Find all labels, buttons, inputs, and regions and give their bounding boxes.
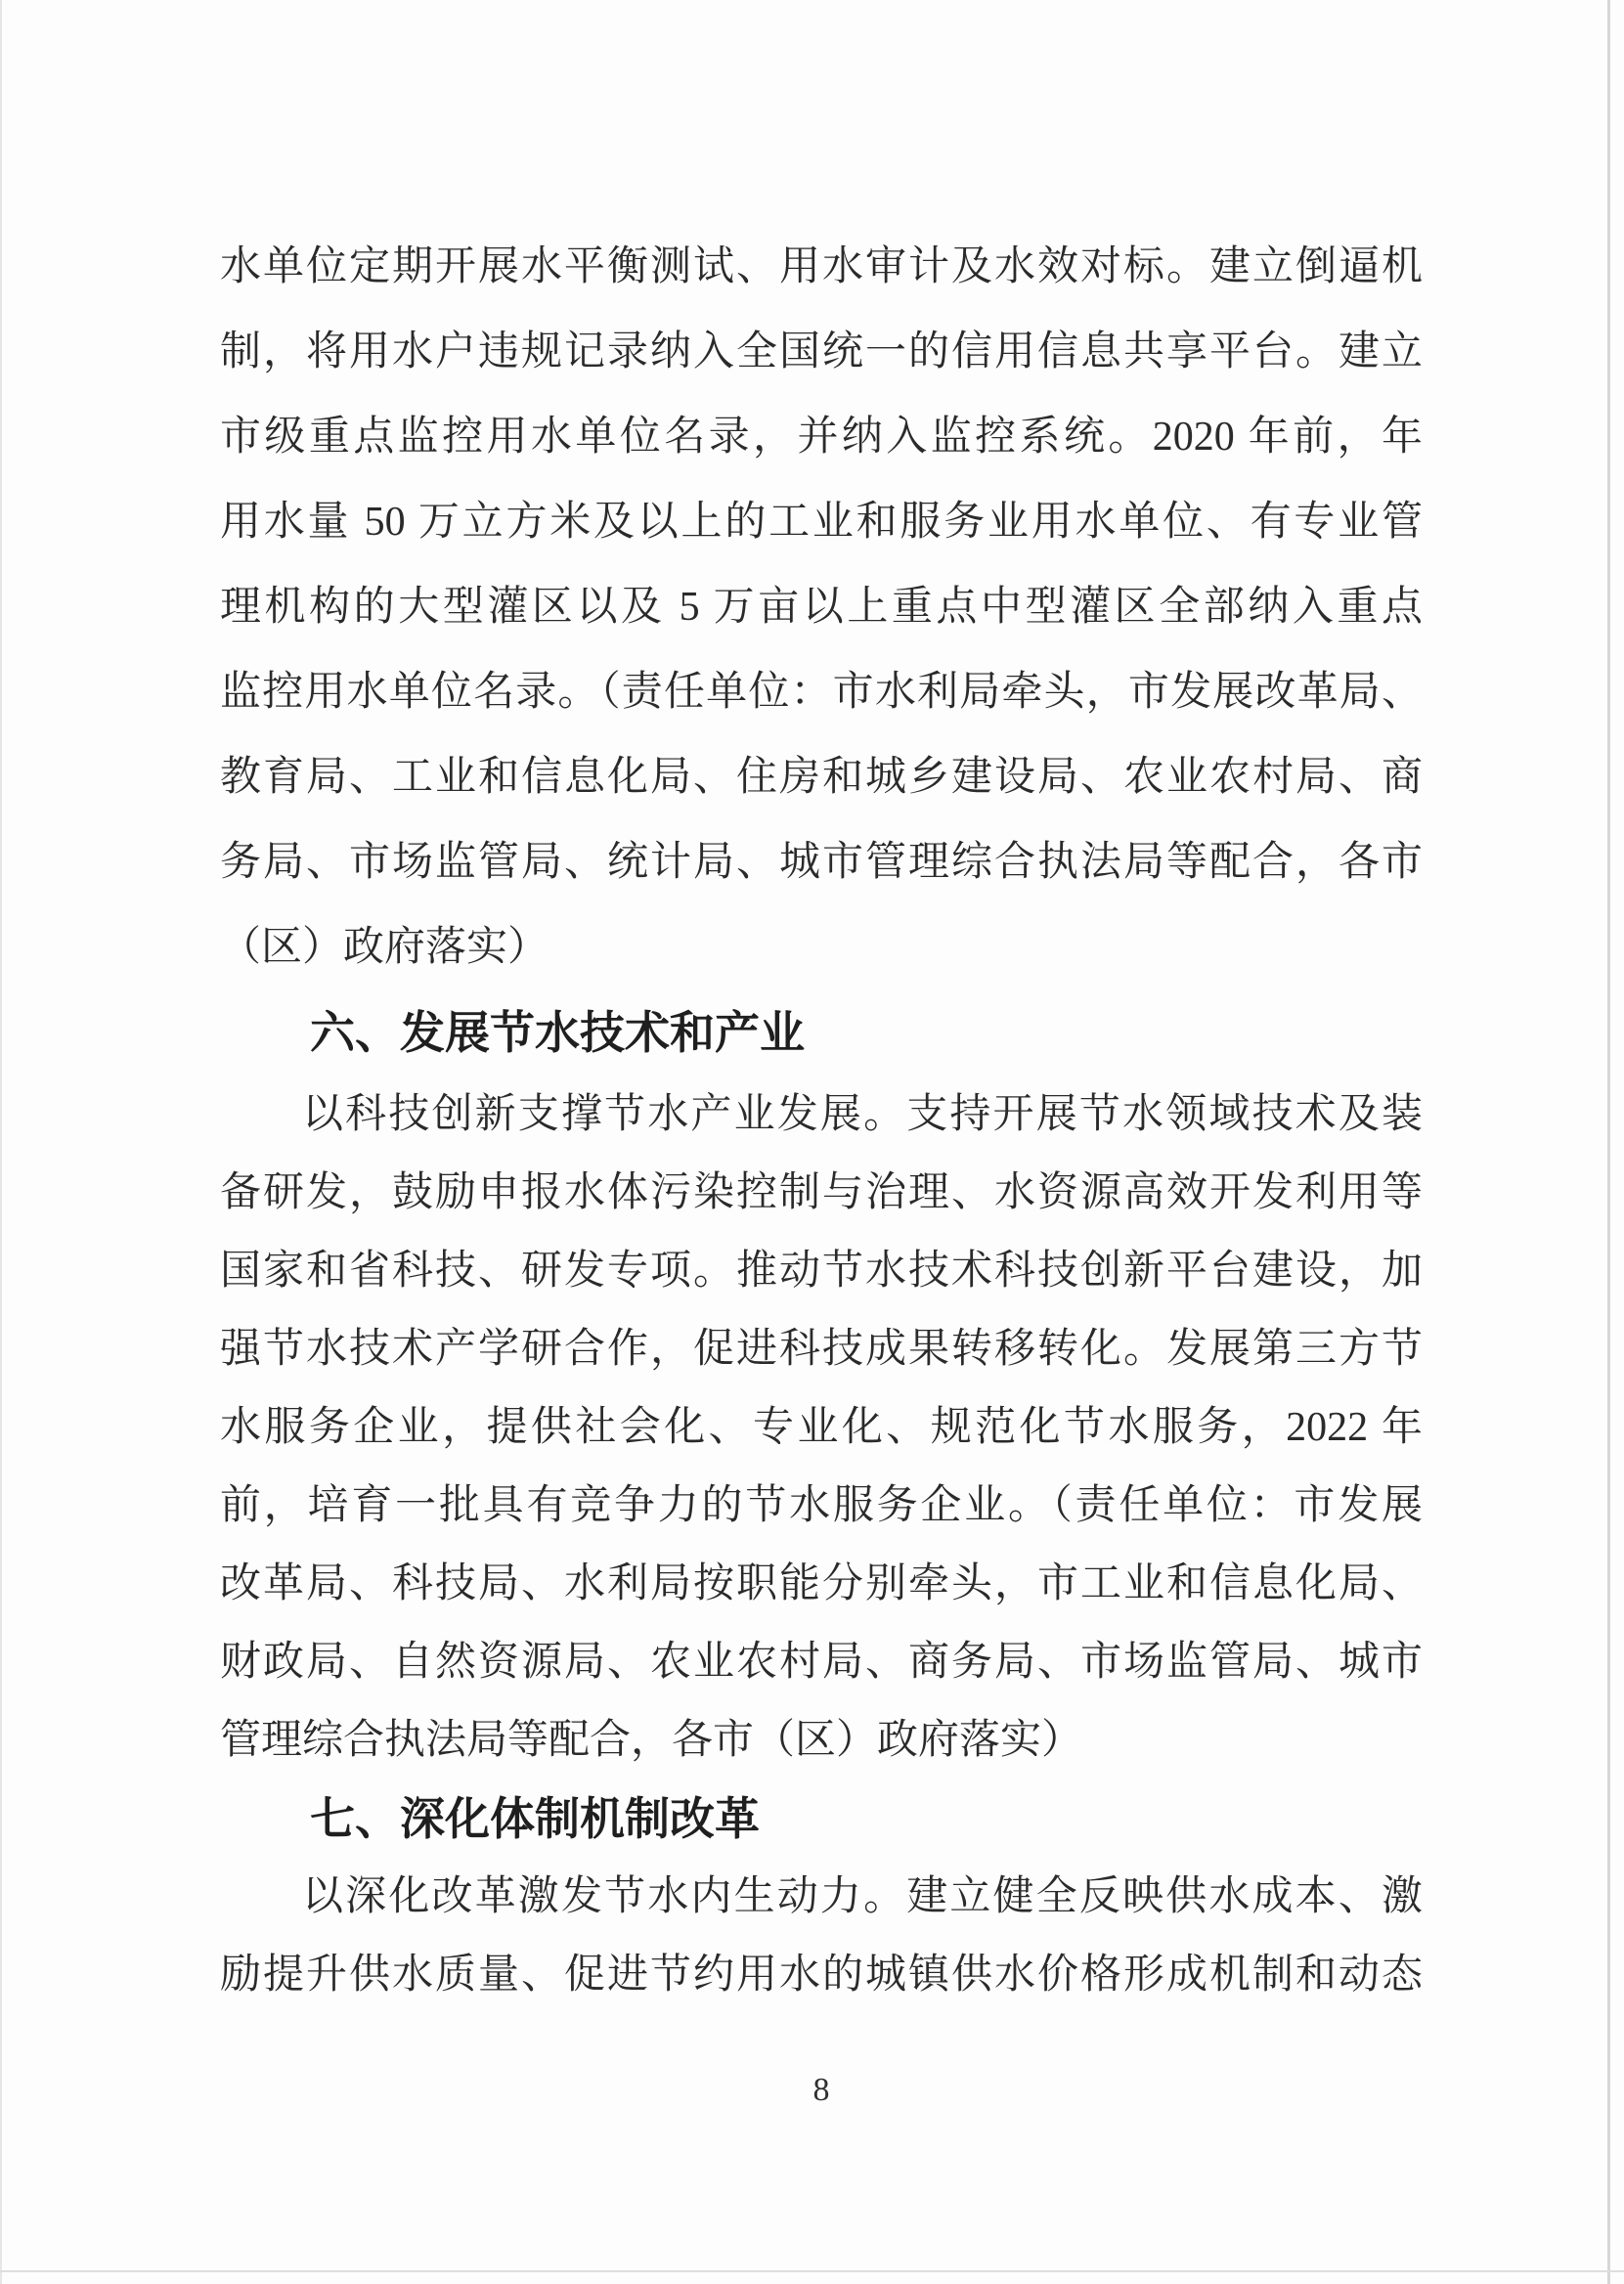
text-line: 用水量 50 万立方米及以上的工业和服务业用水单位、有专业管	[220, 500, 1423, 545]
text-line: 水单位定期开展水平衡测试、用水审计及水效对标。建立倒逼机	[220, 244, 1423, 289]
page-number: 8	[812, 2072, 830, 2108]
text-line: 水服务企业，提供社会化、专业化、规范化节水服务，2022 年	[220, 1405, 1423, 1450]
text-line: 务局、市场监管局、统计局、城市管理综合执法局等配合，各市	[220, 840, 1423, 885]
text-line: 市级重点监控用水单位名录，并纳入监控系统。2020 年前，年	[220, 415, 1423, 460]
text-line: 前，培育一批具有竞争力的节水服务企业。（责任单位：市发展	[220, 1483, 1423, 1528]
text-line: 以科技创新支撑节水产业发展。支持开展节水领域技术及装	[302, 1092, 1423, 1137]
scan-edge-left	[0, 0, 2, 2284]
section-heading-7: 七、深化体制机制改革	[310, 1793, 760, 1844]
paragraph-monitoring	[220, 225, 1423, 990]
text-line: 监控用水单位名录。（责任单位：市水利局牵头，市发展改革局、	[220, 670, 1423, 715]
text-line: 备研发，鼓励申报水体污染控制与治理、水资源高效开发利用等	[220, 1170, 1423, 1215]
text-line: 管理综合执法局等配合，各市（区）政府落实）	[220, 1718, 1083, 1763]
document-body	[220, 225, 1423, 2014]
text-line: 强节水技术产学研合作，促进科技成果转移转化。发展第三方节	[220, 1327, 1423, 1372]
paragraph-reform	[220, 1858, 1423, 2014]
text-line: 理机构的大型灌区以及 5 万亩以上重点中型灌区全部纳入重点	[220, 585, 1423, 630]
section-heading-6: 六、发展节水技术和产业	[310, 1007, 805, 1058]
text-line: 财政局、自然资源局、农业农村局、商务局、市场监管局、城市	[220, 1640, 1423, 1685]
text-line: 以深化改革激发节水内生动力。建立健全反映供水成本、激	[302, 1874, 1423, 1919]
scan-edge-right	[1607, 0, 1610, 2284]
text-line: 国家和省科技、研发专项。推动节水技术科技创新平台建设，加	[220, 1249, 1423, 1294]
paragraph-technology	[220, 1076, 1423, 1779]
text-line: 教育局、工业和信息化局、住房和城乡建设局、农业农村局、商	[220, 755, 1423, 800]
text-line: （区）政府落实）	[220, 925, 549, 970]
text-line: 制，将用水户违规记录纳入全国统一的信用信息共享平台。建立	[220, 329, 1423, 374]
scan-edge-bottom	[0, 2270, 1624, 2272]
text-line: 改革局、科技局、水利局按职能分别牵头，市工业和信息化局、	[220, 1561, 1423, 1606]
text-line: 励提升供水质量、促进节约用水的城镇供水价格形成机制和动态	[220, 1953, 1423, 1998]
